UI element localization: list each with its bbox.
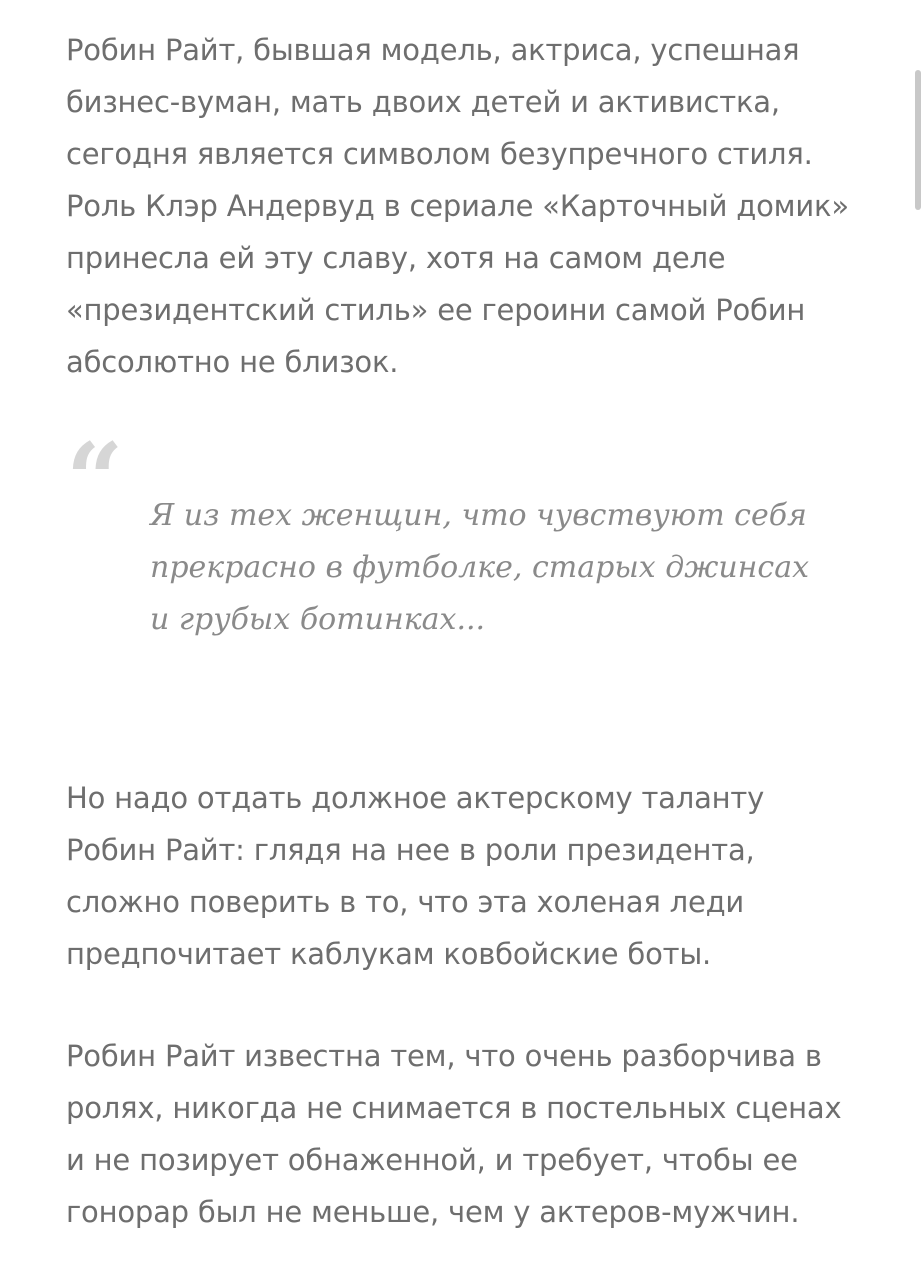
article-paragraph-2: Но надо отдать должное актерскому таланту Робин Райт: глядя на нее в роли президента, сложно поверить в то, что эта холеная леди предпочитает каблукам ковбойские боты. xyxy=(66,781,765,971)
article-paragraph-1: Робин Райт, бывшая модель, актриса, успешная бизнес-вуман, мать двоих детей и активистка, сегодня является символом безупречного стиля. Роль Клэр Андервуд в сериале «Карточный домик» принесла ей эту славу, хотя на самом деле «президентский стиль» ее героини самой Робин абсолютно не близок. xyxy=(66,33,849,379)
scrollbar[interactable] xyxy=(909,0,923,1280)
scrollbar-thumb[interactable] xyxy=(915,70,921,210)
quote-text: Я из тех женщин, что чувствуют себя прекрасно в футболке, старых джинсах и грубых ботинках... xyxy=(150,498,810,637)
quote-icon: “ xyxy=(66,421,124,539)
article-paragraph-3: Робин Райт известна тем, что очень разборчива в ролях, никогда не снимается в постельных сценах и не позирует обнаженной, и требует, чтобы ее гонорар был не меньше, чем у актеров-мужчин. xyxy=(66,1039,842,1229)
